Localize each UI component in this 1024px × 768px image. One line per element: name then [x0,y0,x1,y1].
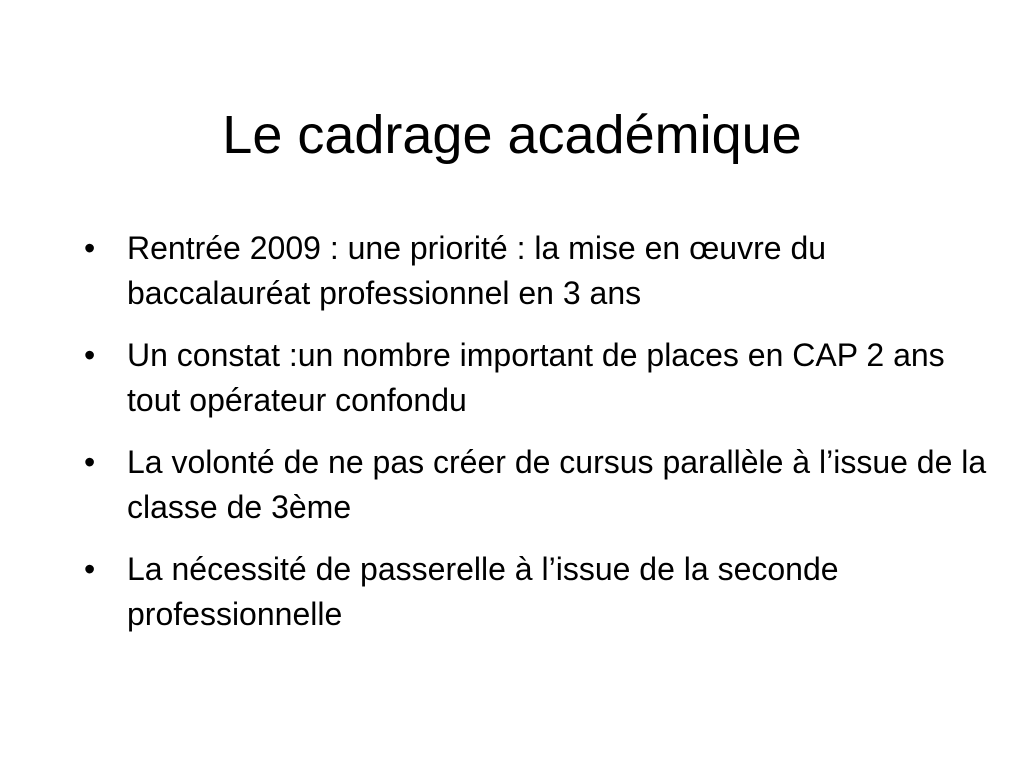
bullet-dot-icon: • [84,230,96,266]
bullet-item [84,333,994,423]
slide-title: Le cadrage académique [222,105,802,165]
bullet-list [84,226,994,654]
bullet-text: La volonté de ne pas créer de cursus parallèle à l’issue de la classe de 3ème [127,444,987,525]
bullet-text: La nécessité de passerelle à l’issue de la seconde professionnelle [127,551,839,632]
bullet-text: Un constat :un nombre important de places en CAP 2 ans tout opérateur confondu [127,337,945,418]
bullet-dot-icon: • [84,337,96,373]
bullet-text: Rentrée 2009 : une priorité : la mise en œuvre du baccalauréat professionnel en 3 ans [127,230,827,311]
bullet-item [84,440,994,530]
bullet-item [84,547,994,637]
bullet-dot-icon: • [84,444,96,480]
bullet-item [84,226,994,316]
bullet-dot-icon: • [84,551,96,587]
